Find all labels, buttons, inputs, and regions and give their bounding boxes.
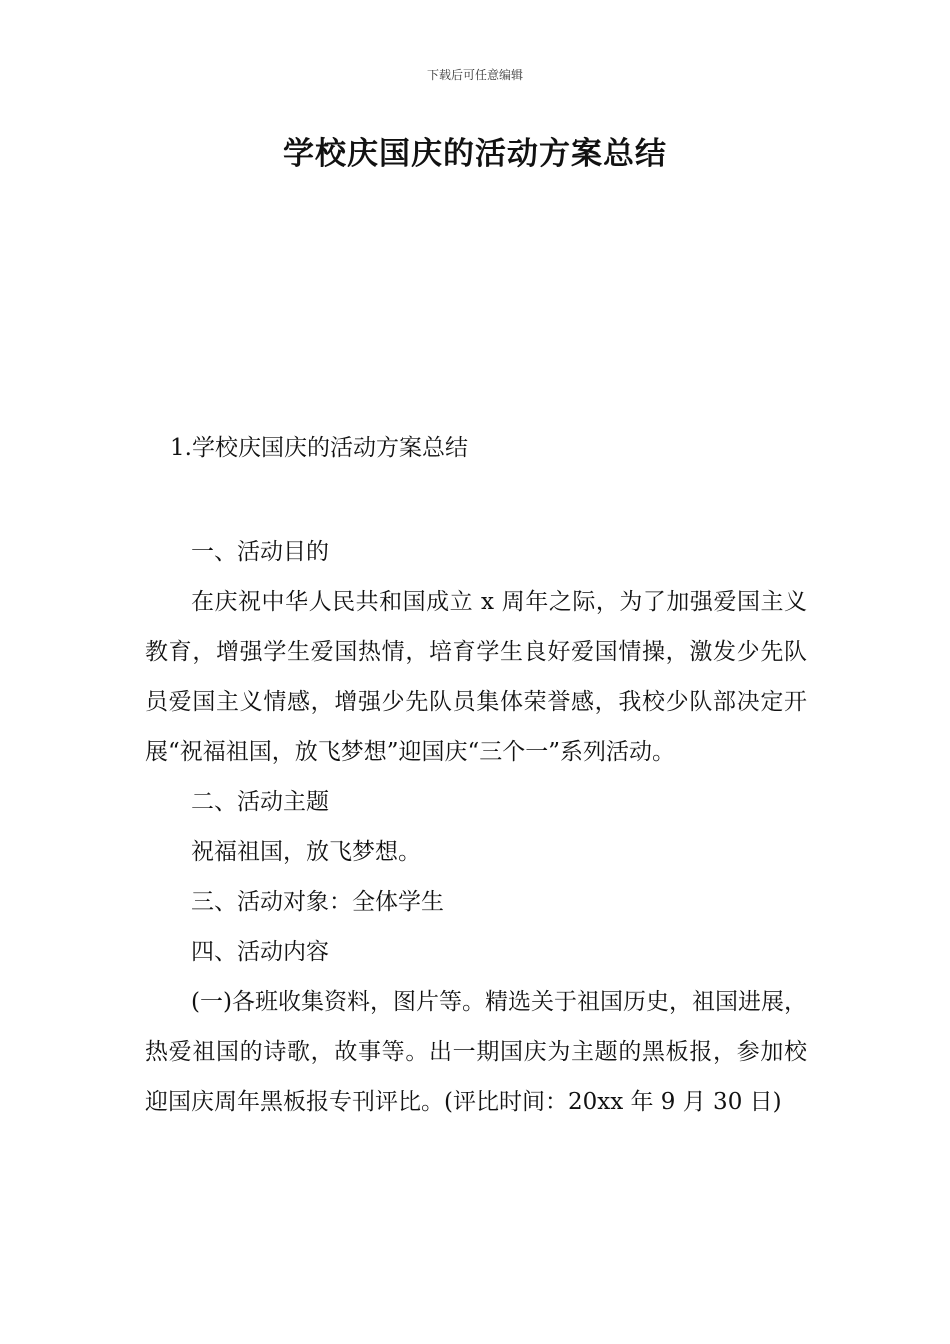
- heading-theme: 二、活动主题: [191, 789, 329, 815]
- heading-content: 四、活动内容: [191, 939, 329, 965]
- heading-audience: 三、活动对象：全体学生: [191, 889, 444, 915]
- document-body: [145, 527, 807, 1127]
- heading-purpose: 一、活动目的: [191, 539, 329, 565]
- paragraph-content-1: (一)各班收集资料，图片等。精选关于祖国历史，祖国进展，热爱祖国的诗歌，故事等。出一期国庆为主题的黑板报，参加校迎国庆周年黑板报专刊评比。(评比时间：20xx 年 9 月 30 日): [145, 989, 807, 1115]
- document-title: 学校庆国庆的活动方案总结: [283, 136, 667, 172]
- header-note: 下载后可任意编辑: [426, 68, 523, 82]
- paragraph-theme: 祝福祖国，放飞梦想。: [191, 839, 421, 865]
- paragraph-purpose: 在庆祝中华人民共和国成立 x 周年之际，为了加强爱国主义教育，增强学生爱国热情，培育学生良好爱国情操，激发少先队员爱国主义情感，增强少先队员集体荣誉感，我校少队部决定开展“祝福祖国，放飞梦想”迎国庆“三个一”系列活动。: [145, 589, 807, 765]
- section-heading: 1.学校庆国庆的活动方案总结: [170, 435, 468, 461]
